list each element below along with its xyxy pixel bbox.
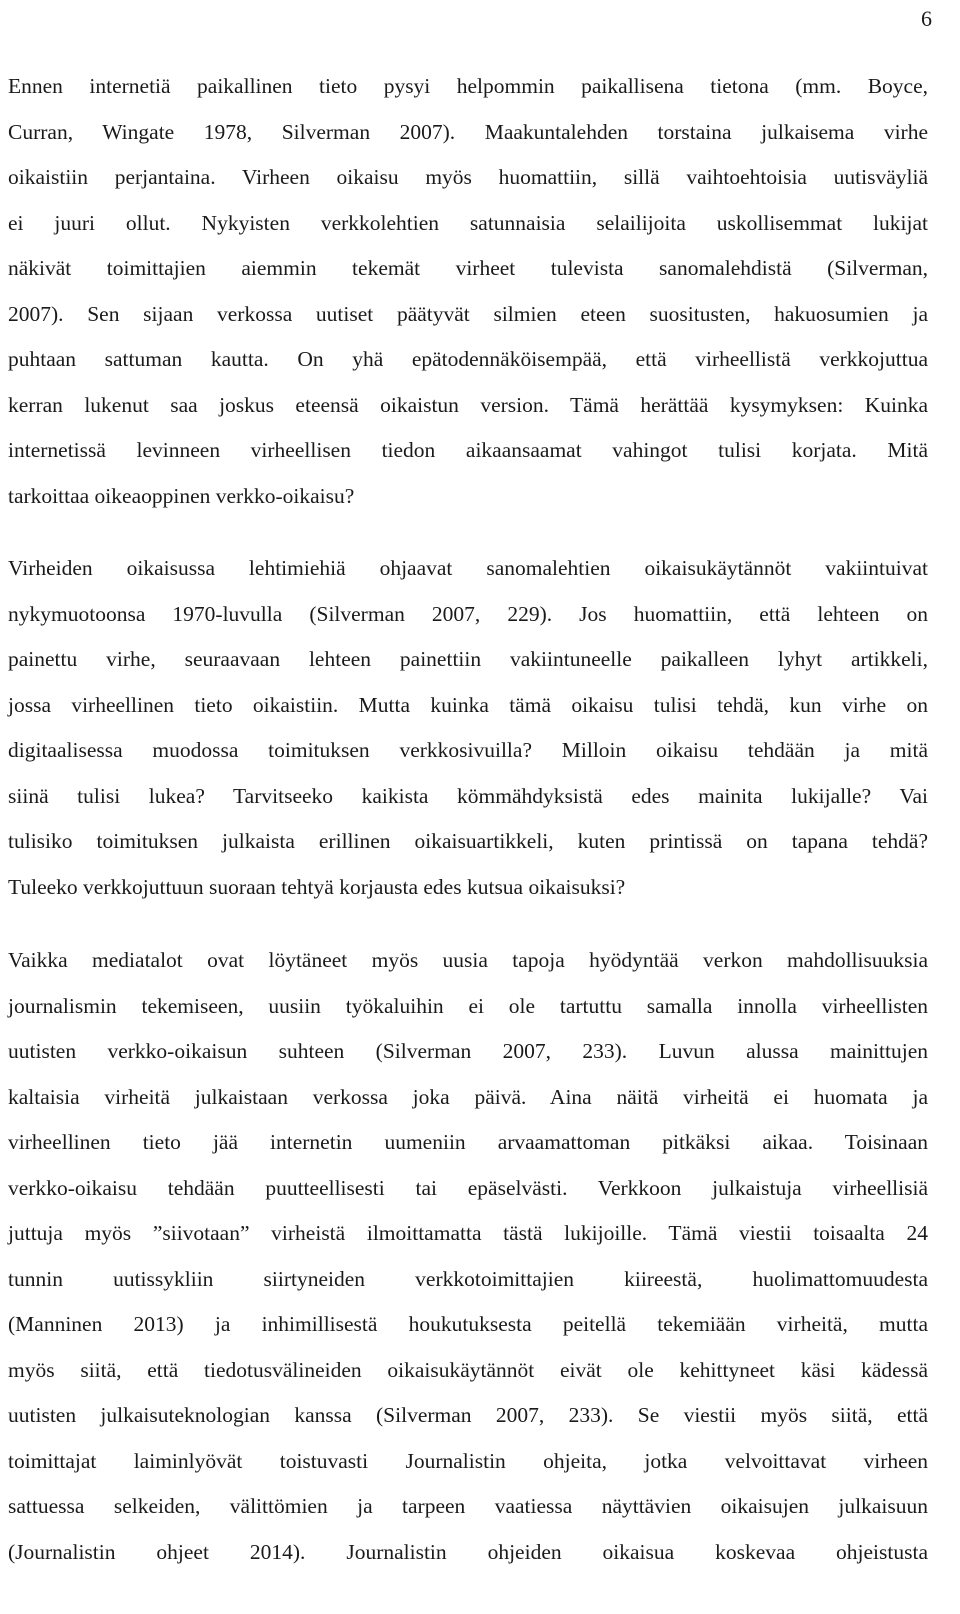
page-number: 6 xyxy=(921,6,932,31)
text-line: tulisiko toimituksen julkaista erillinen oikaisuartikkeli, kuten printissä on tapana tehdä? xyxy=(8,829,928,853)
text-line: nykymuotoonsa 1970-luvulla (Silverman 2007, 229). Jos huomattiin, että lehteen on xyxy=(8,601,928,626)
text-line: siinä tulisi lukea? Tarvitseeko kaikista kömmähdyksistä edes mainita lukijalle? Vai xyxy=(8,783,928,808)
text-line: kaltaisia virheitä julkaistaan verkossa joka päivä. Aina näitä virheitä ei huomata ja xyxy=(8,1084,928,1109)
text-line: tarkoittaa oikeaoppinen verkko-oikaisu? xyxy=(8,483,355,508)
text-line: myös siitä, että tiedotusvälineiden oikaisukäytännöt eivät ole kehittyneet käsi kädessä xyxy=(8,1357,928,1382)
text-line: Curran, Wingate 1978, Silverman 2007). Maakuntalehden torstaina julkaisema virhe xyxy=(8,119,928,144)
text-line: (Journalistin ohjeet 2014). Journalistin ohjeiden oikaisua koskevaa ohjeistusta xyxy=(8,1539,928,1564)
text-line: näkivät toimittajien aiemmin tekemät virheet tulevista sanomalehdistä (Silverman, xyxy=(8,256,928,280)
text-line: Vaikka mediatalot ovat löytäneet myös uusia tapoja hyödyntää verkon mahdollisuuksia xyxy=(8,948,928,972)
text-line: sattuessa selkeiden, välittömien ja tarpeen vaatiessa näyttävien oikaisujen julkaisuun xyxy=(8,1494,928,1518)
text-line: 2007). Sen sijaan verkossa uutiset päätyvät silmien eteen suositusten, hakuosumien ja xyxy=(8,301,928,326)
text-line: oikaistiin perjantaina. Virheen oikaisu myös huomattiin, sillä vaihtoehtoisia uutisväyliä xyxy=(8,165,928,189)
text-line: digitaalisessa muodossa toimituksen verkkosivuilla? Milloin oikaisu tehdään ja mitä xyxy=(8,738,928,762)
text-line: Virheiden oikaisussa lehtimiehiä ohjaavat sanomalehtien oikaisukäytännöt vakiintuivat xyxy=(8,556,928,580)
text-line: uutisten julkaisuteknologian kanssa (Silverman 2007, 233). Se viestii myös siitä, että xyxy=(8,1403,928,1427)
text-line: uutisten verkko-oikaisun suhteen (Silverman 2007, 233). Luvun alussa mainittujen xyxy=(8,1039,928,1063)
text-line: juttuja myös ”siivotaan” virheistä ilmoittamatta tästä lukijoille. Tämä viestii toisaalta 24 xyxy=(8,1221,928,1245)
text-line: Ennen internetiä paikallinen tieto pysyi helpommin paikallisena tietona (mm. Boyce, xyxy=(8,74,928,98)
text-line: puhtaan sattuman kautta. On yhä epätodennäköisempää, että virheellistä verkkojuttua xyxy=(8,347,928,371)
text-line: jossa virheellinen tieto oikaistiin. Mutta kuinka tämä oikaisu tulisi tehdä, kun virhe on xyxy=(8,692,928,717)
text-line: journalismin tekemiseen, uusiin työkaluihin ei ole tartuttu samalla innolla virheellisten xyxy=(8,993,928,1018)
text-line: (Manninen 2013) ja inhimillisestä houkutuksesta peitellä tekemiään virheitä, mutta xyxy=(8,1312,928,1336)
text-line: internetissä levinneen virheellisen tiedon aikaansaamat vahingot tulisi korjata. Mitä xyxy=(8,438,928,462)
text-line: ei juuri ollut. Nykyisten verkkolehtien satunnaisia selailijoita uskollisemmat lukijat xyxy=(8,210,928,235)
text-line: Tuleeko verkkojuttuun suoraan tehtyä korjausta edes kutsua oikaisuksi? xyxy=(8,874,626,899)
text-line: kerran lukenut saa joskus eteensä oikaistun version. Tämä herättää kysymyksen: Kuinka xyxy=(8,392,928,417)
text-line: virheellinen tieto jää internetin uumeniin arvaamattoman pitkäksi aikaa. Toisinaan xyxy=(8,1130,928,1154)
text-line: painettu virhe, seuraavaan lehteen painettiin vakiintuneelle paikalleen lyhyt artikkeli, xyxy=(8,647,928,671)
text-line: verkko-oikaisu tehdään puutteellisesti tai epäselvästi. Verkkoon julkaistuja virheellisiä xyxy=(8,1175,928,1200)
text-line: toimittajat laiminlyövät toistuvasti Journalistin ohjeita, jotka velvoittavat virheen xyxy=(8,1448,928,1473)
text-line: tunnin uutissykliin siirtyneiden verkkotoimittajien kiireestä, huolimattomuudesta xyxy=(8,1266,928,1291)
